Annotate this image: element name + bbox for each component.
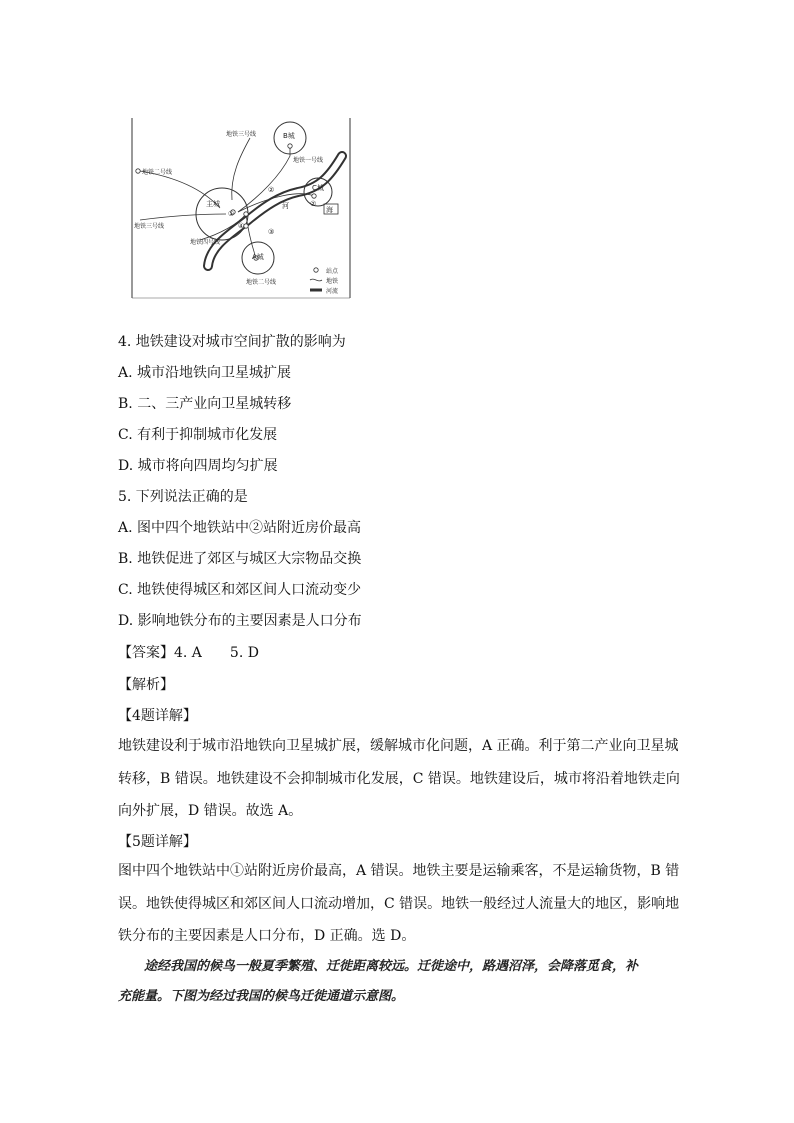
legend-subway: 地铁	[326, 278, 339, 285]
q4-stem: 4. 地铁建设对城市空间扩散的影响为	[118, 334, 346, 350]
label-main-city: 主城	[206, 200, 220, 208]
label-river: 河	[282, 202, 289, 210]
detail5-heading: 【5题详解】	[118, 834, 197, 850]
passage-paragraph	[118, 952, 678, 1012]
answer-line	[118, 643, 259, 663]
label-line3: 地铁三号线	[226, 131, 257, 138]
label-station-3: ③	[268, 228, 275, 236]
label-station-1: ①	[228, 210, 235, 218]
label-city-a: A城	[252, 253, 264, 261]
label-line1: 地铁一号线	[293, 157, 324, 164]
q4-option-b: B. 二、三产业向卫星城转移	[118, 396, 292, 412]
legend-river: 河流	[326, 288, 339, 295]
detail5-line: 图中四个地铁站中①站附近房价最高，A 错误。地铁主要是运输乘客，不是运输货物，B 错	[118, 863, 680, 879]
label-city-b: B城	[283, 132, 295, 140]
detail5-paragraph	[118, 855, 678, 953]
label-sea: 海	[326, 206, 333, 214]
detail4-line: 地铁建设利于城市沿地铁向卫星城扩展，缓解城市化问题，A 正确。利于第二产业向卫星城	[118, 738, 679, 754]
detail5-line: 误。地铁使得城区和郊区间人口流动增加，C 错误。地铁一般经过人流量大的地区，影响地	[118, 895, 680, 912]
passage-line: 途经我国的候鸟一般夏季繁殖、迁徙距离较远。迁徙途中，路遇沼泽，会降落觅食，补	[118, 959, 639, 974]
q5-stem: 5. 下列说法正确的是	[118, 489, 248, 505]
detail4-line: 向外扩展，D 错误。故选 A。	[118, 803, 303, 819]
label-line2: 地铁二号线	[142, 169, 173, 176]
answer-label: 【答案】	[118, 645, 174, 661]
detail4-heading: 【4题详解】	[118, 708, 197, 724]
label-line2b: 地铁二号线	[246, 279, 277, 286]
legend-station: 站点	[326, 268, 339, 275]
detail5-line: 铁分布的主要因素是人口分布，D 正确。选 D。	[118, 928, 416, 944]
subway-line-3b	[140, 214, 226, 220]
q4-option-d: D. 城市将向四周均匀扩展	[118, 458, 278, 474]
passage-line: 充能量。下图为经过我国的候鸟迁徙通道示意图。	[118, 989, 405, 1004]
q5-option-c: C. 地铁使得城区和郊区间人口流动变少	[118, 582, 362, 598]
q4-option-c: C. 有利于抑制城市化发展	[118, 427, 278, 443]
q5-option-a: A. 图中四个地铁站中②站附近房价最高	[118, 520, 362, 536]
answer-text: 4. A 5. D	[174, 645, 259, 661]
label-city-c: C城	[312, 184, 324, 192]
detail4-paragraph	[118, 730, 678, 828]
subway-map-figure	[130, 116, 352, 300]
label-station-2: ②	[268, 186, 275, 194]
q4-option-a: A. 城市沿地铁向卫星城扩展	[118, 365, 292, 381]
q5-option-d: D. 影响地铁分布的主要因素是人口分布	[118, 613, 362, 629]
label-line4: 地铁四号线	[190, 239, 221, 246]
q5-option-b: B. 地铁促进了郊区与城区大宗物品交换	[118, 551, 362, 567]
detail4-line: 转移，B 错误。地铁建设不会抑制城市化发展，C 错误。地铁建设后，城市将沿着地铁走向	[118, 770, 680, 787]
analysis-label: 【解析】	[118, 677, 174, 693]
subway-map-svg	[130, 116, 352, 300]
label-station-2b: ②	[310, 200, 317, 208]
label-station-4: ④	[238, 222, 245, 230]
label-line3b: 地铁三号线	[134, 223, 165, 230]
